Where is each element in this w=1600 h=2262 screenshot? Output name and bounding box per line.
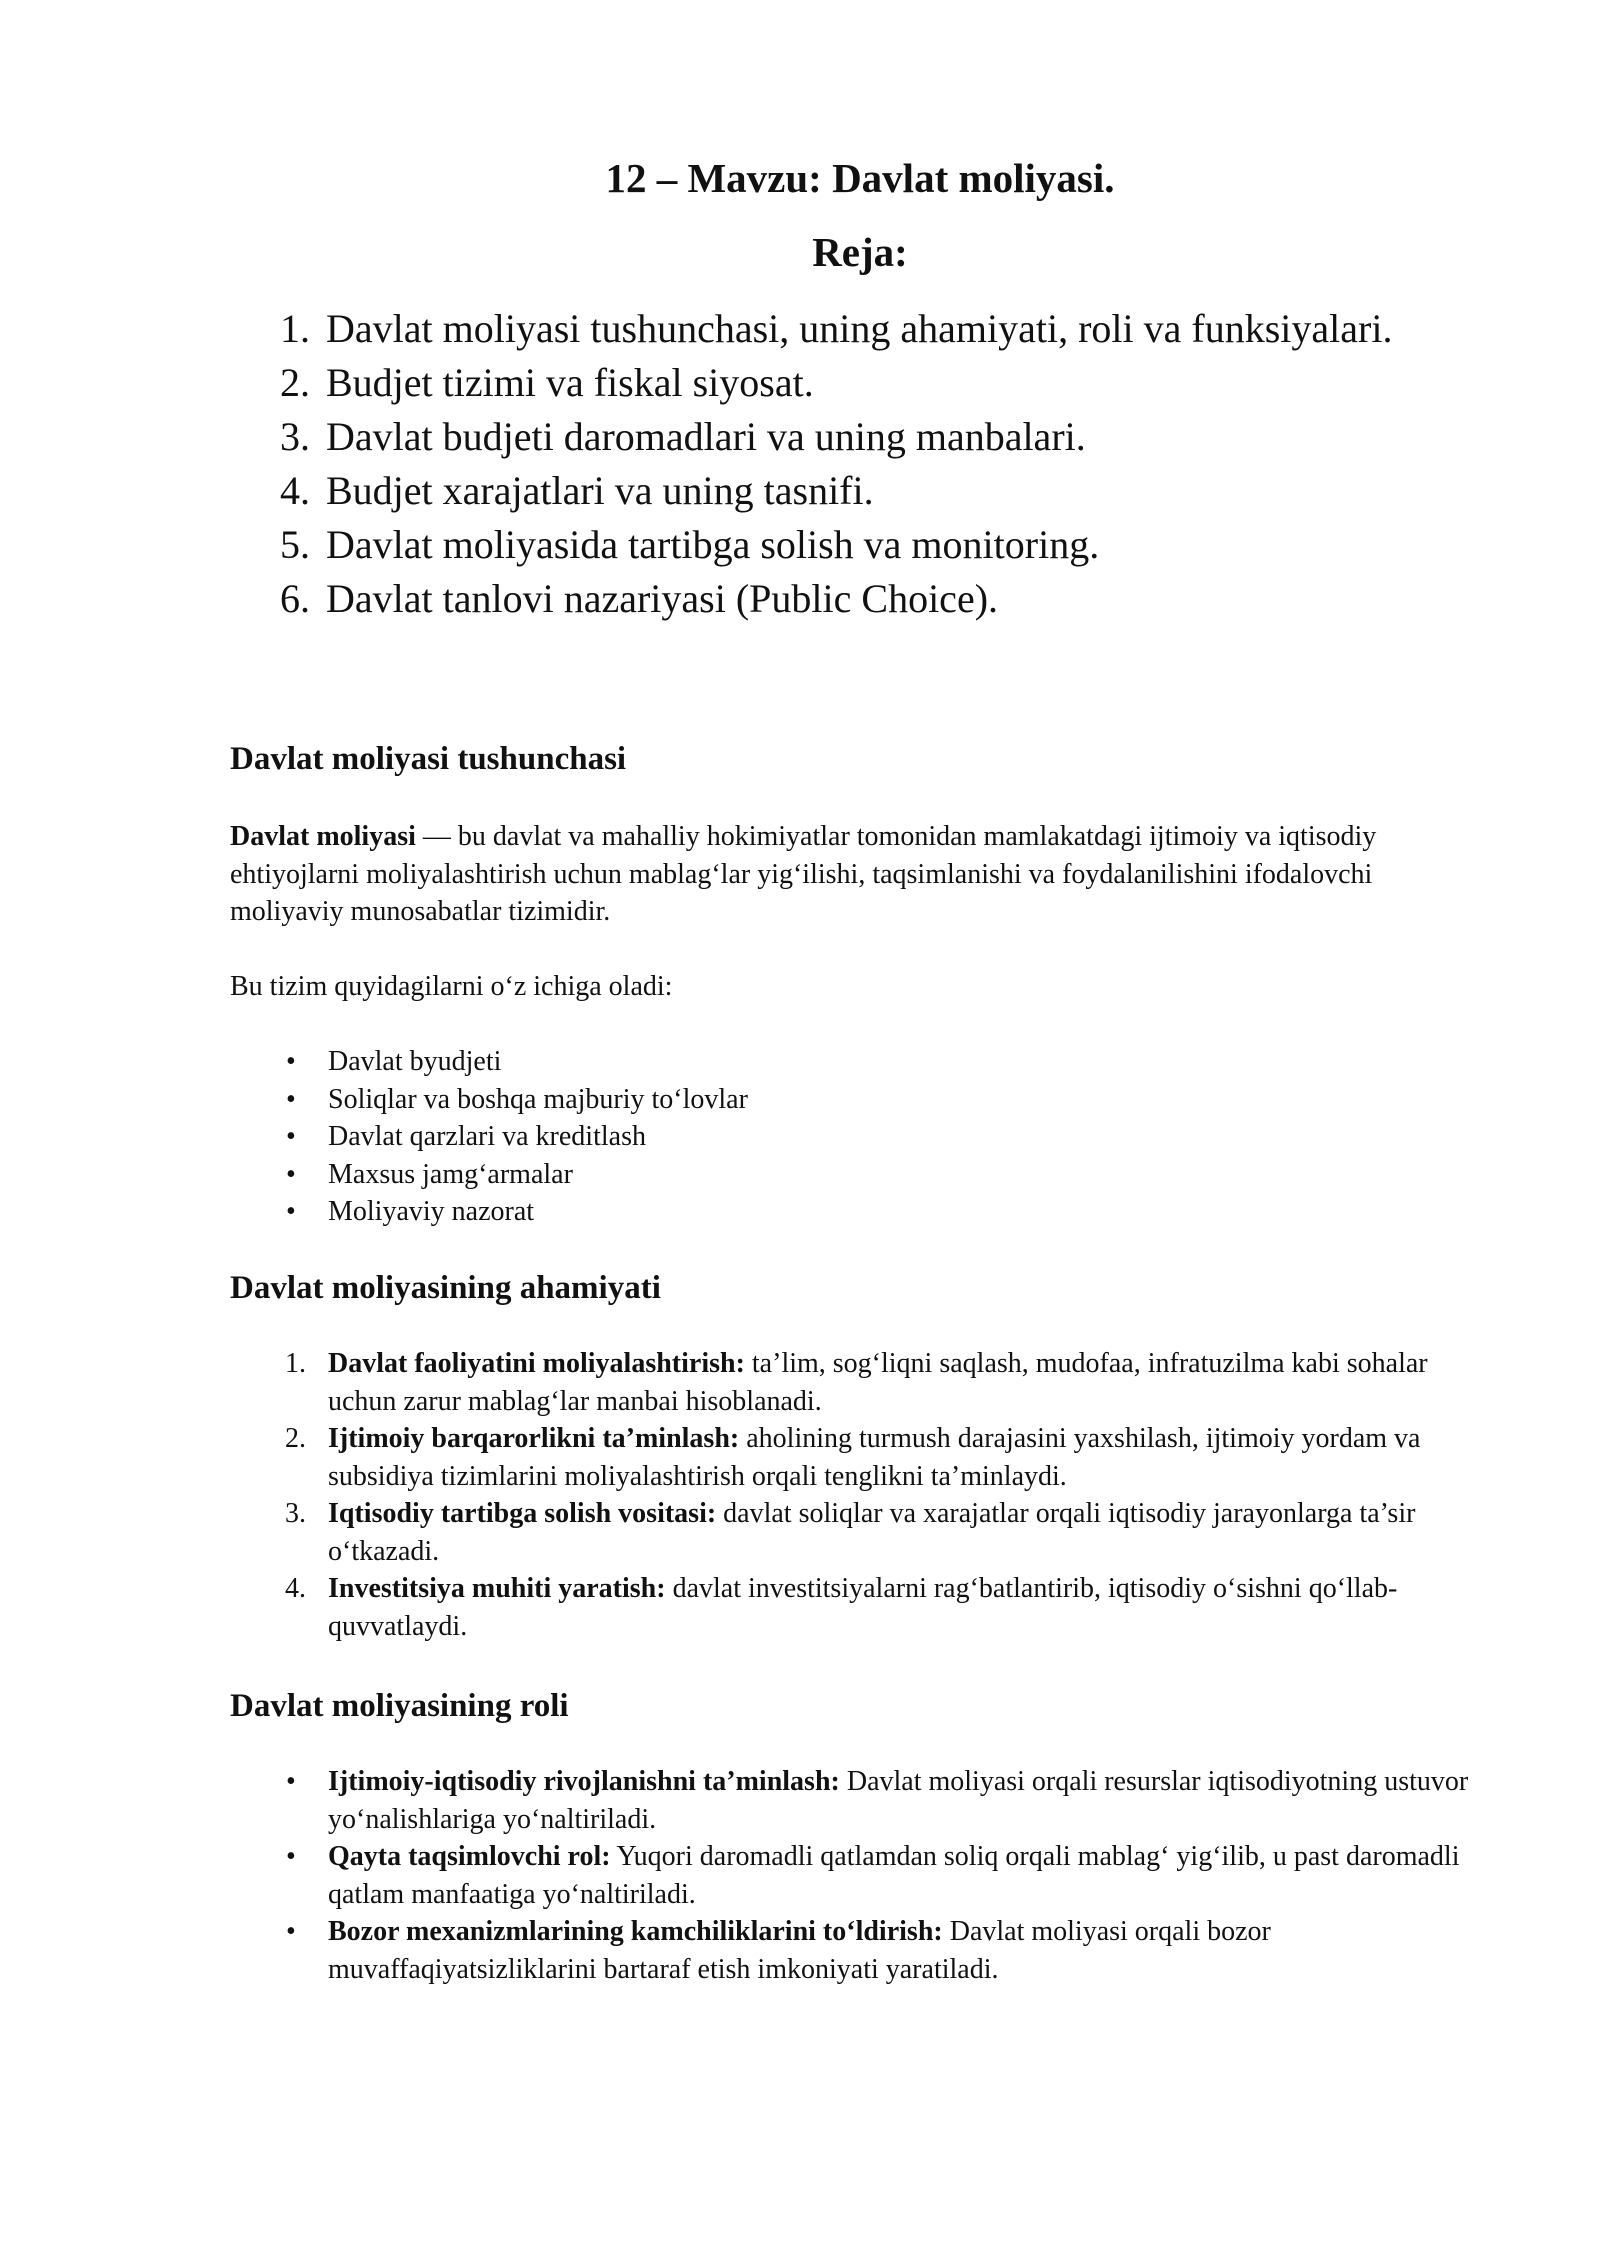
- list-item-number: 4.: [285, 1573, 306, 1604]
- plan-item-number: 1.: [280, 306, 310, 351]
- plan-item: [262, 410, 1392, 464]
- list-item-text: Maxsus jamg‘armalar: [328, 1158, 573, 1190]
- plan-item: [262, 356, 1392, 410]
- section-heading-importance: Davlat moliyasining ahamiyati: [230, 1270, 661, 1306]
- list-item: [230, 1081, 1470, 1119]
- bullet-icon: •: [286, 1046, 296, 1077]
- list-item-text: Davlat moliyasi orqali resurslar iqtisodiyotning ustuvor yo‘nalishlariga yo‘naltiriladi.: [328, 1766, 1469, 1835]
- plan-heading: Reja:: [812, 229, 908, 275]
- list-item-text: davlat investitsiyalarni rag‘batlantirib, iqtisodiy o‘sishni qo‘llab-quvvatlaydi.: [328, 1573, 1398, 1642]
- plan-item: [262, 518, 1392, 572]
- list-item: [230, 1495, 1470, 1570]
- section-heading-role: Davlat moliyasining roli: [230, 1688, 569, 1724]
- list-item-text: Davlat byudjeti: [328, 1046, 502, 1077]
- plan-item-text: Budjet tizimi va fiskal siyosat.: [326, 360, 814, 405]
- list-item: [230, 1763, 1470, 1838]
- list-item: [230, 1913, 1470, 1988]
- plan-item-text: Davlat tanlovi nazariyasi (Public Choice).: [326, 576, 999, 621]
- plan-list: [262, 302, 1392, 626]
- list-item-text: Davlat moliyasi orqali bozor muvaffaqiyatsizliklarini bartaraf etish imkoniyati yaratiladi.: [328, 1916, 1271, 1985]
- plan-item-text: Davlat moliyasida tartibga solish va monitoring.: [326, 522, 1100, 567]
- plan-item-text: Budjet xarajatlari va uning tasnifi.: [326, 468, 874, 513]
- list-item-term: Investitsiya muhiti yaratish:: [328, 1573, 666, 1604]
- list-item-term: Bozor mexanizmlarining kamchiliklarini to‘ldirish:: [328, 1916, 943, 1947]
- definition-paragraph: [230, 818, 1470, 931]
- bullet-icon: •: [286, 1916, 296, 1947]
- plan-item-text: Davlat moliyasi tushunchasi, uning ahamiyati, roli va funksiyalari.: [326, 306, 1393, 351]
- bullet-icon: •: [286, 1766, 296, 1797]
- definition-text: — bu davlat va mahalliy hokimiyatlar tomonidan mamlakatdagi ijtimoiy va iqtisodiy ehtiyojlarni moliyalashtirish uchun mablag‘lar yig‘ilishi, taqsimlanishi va foydalanilishini ifodalovchi moliyaviy munosabatlar tizimidir.: [230, 821, 1377, 927]
- role-list: [230, 1763, 1470, 1988]
- plan-item-number: 5.: [280, 522, 310, 567]
- list-item-term: Davlat faoliyatini moliyalashtirish:: [328, 1348, 745, 1379]
- plan-item-number: 4.: [280, 468, 310, 513]
- plan-item-number: 2.: [280, 360, 310, 405]
- definition-term: Davlat moliyasi: [230, 821, 416, 852]
- list-item-text: Soliqlar va boshqa majburiy to‘lovlar: [328, 1083, 748, 1115]
- plan-item-number: 3.: [280, 414, 310, 459]
- intro-paragraph: Bu tizim quyidagilarni o‘z ichiga oladi:: [230, 971, 673, 1002]
- list-item-number: 2.: [285, 1423, 306, 1454]
- list-item-text: Yuqori daromadli qatlamdan soliq orqali mablag‘ yig‘ilib, u past daromadli qatlam manfaatiga yo‘naltiriladi.: [328, 1841, 1460, 1910]
- list-item-term: Qayta taqsimlovchi rol:: [328, 1841, 611, 1872]
- plan-item: [262, 302, 1392, 356]
- bullet-icon: •: [286, 1083, 296, 1115]
- list-item-text: ta’lim, sog‘liqni saqlash, mudofaa, infratuzilma kabi sohalar uchun zarur mablag‘lar manbai hisoblanadi.: [328, 1348, 1428, 1417]
- list-item-term: Iqtisodiy tartibga solish vositasi:: [328, 1498, 717, 1529]
- plan-item-text: Davlat budjeti daromadlari va uning manbalari.: [326, 414, 1086, 459]
- list-item: [230, 1570, 1470, 1645]
- list-item-term: Ijtimoiy-iqtisodiy rivojlanishni ta’minlash:: [328, 1766, 840, 1797]
- components-list: [230, 1043, 1470, 1231]
- list-item: [230, 1156, 1470, 1194]
- list-item: [230, 1043, 1470, 1081]
- bullet-icon: •: [286, 1121, 296, 1152]
- bullet-icon: •: [286, 1841, 296, 1872]
- bullet-icon: •: [286, 1196, 296, 1227]
- list-item-text: Davlat qarzlari va kreditlash: [328, 1121, 646, 1152]
- list-item: [230, 1838, 1470, 1913]
- list-item-number: 3.: [285, 1498, 306, 1529]
- list-item: [230, 1420, 1470, 1495]
- list-item: [230, 1118, 1470, 1156]
- document-title: 12 – Mavzu: Davlat moliyasi.: [605, 155, 1115, 201]
- list-item-text: Moliyaviy nazorat: [328, 1196, 535, 1227]
- bullet-icon: •: [286, 1158, 296, 1190]
- list-item-text: davlat soliqlar va xarajatlar orqali iqtisodiy jarayonlarga ta’sir o‘tkazadi.: [328, 1498, 1416, 1567]
- list-item-number: 1.: [285, 1348, 306, 1379]
- importance-list: [230, 1345, 1470, 1645]
- list-item: [230, 1345, 1470, 1420]
- section-heading-concept: Davlat moliyasi tushunchasi: [230, 741, 627, 777]
- list-item-term: Ijtimoiy barqarorlikni ta’minlash:: [328, 1423, 740, 1454]
- list-item: [230, 1193, 1470, 1231]
- list-item-text: aholining turmush darajasini yaxshilash, ijtimoiy yordam va subsidiya tizimlarini moliyalashtirish orqali tenglikni ta’minlaydi.: [328, 1423, 1421, 1492]
- plan-item-number: 6.: [280, 576, 310, 621]
- plan-item: [262, 572, 1392, 626]
- plan-item: [262, 464, 1392, 518]
